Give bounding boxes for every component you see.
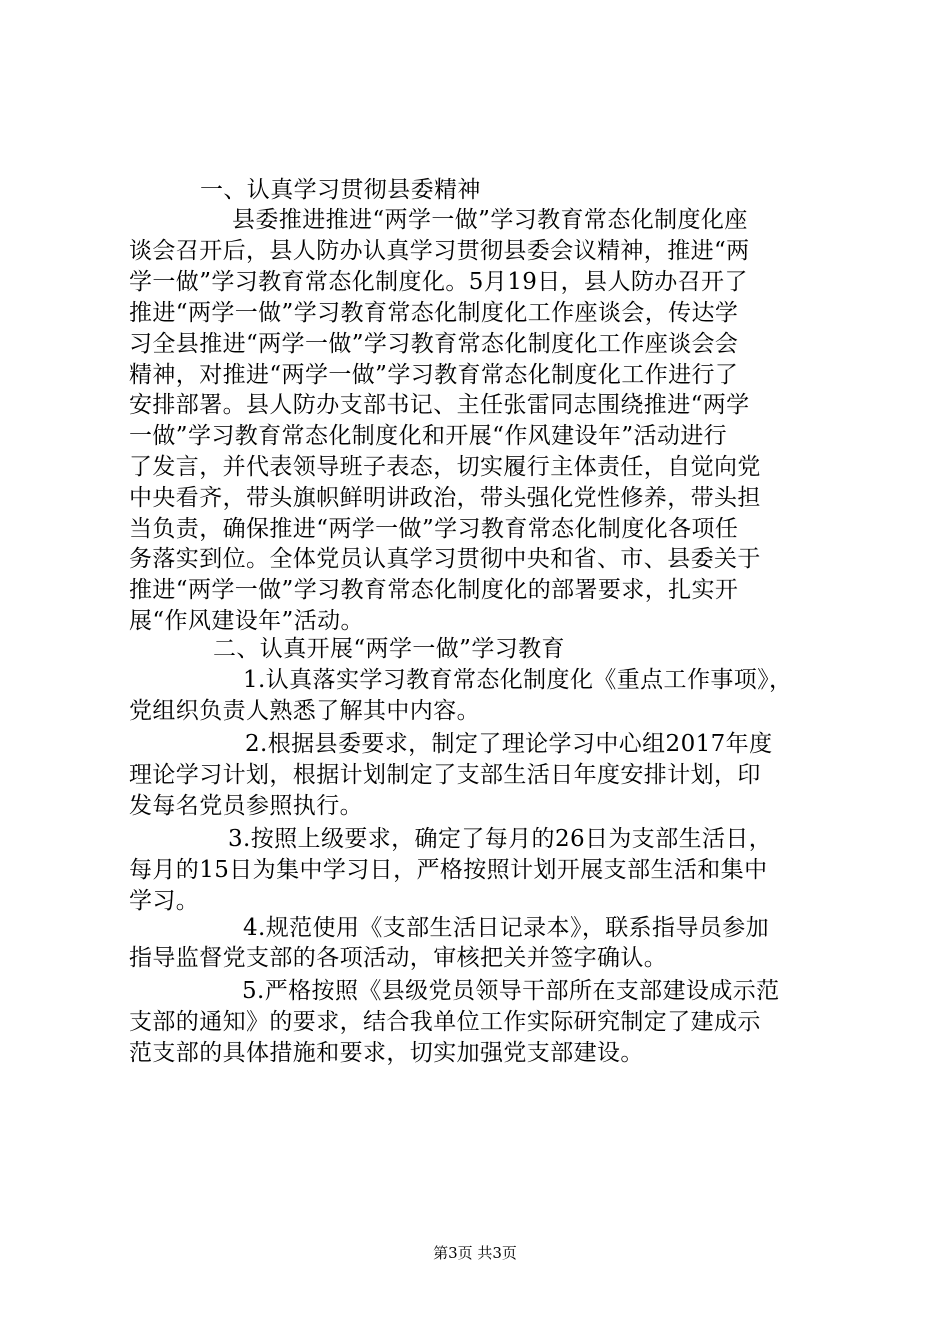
paragraph-line: 推进“两学一做”学习教育常态化制度化工作座谈会，传达学 — [129, 300, 739, 326]
paragraph-line: 学习。 — [129, 888, 200, 914]
paragraph-line: 务落实到位。全体党员认真学习贯彻中央和省、市、县委关于 — [129, 546, 761, 572]
section-heading-2: 二、认真开展“两学一做”学习教育 — [213, 636, 565, 662]
paragraph-line: 中央看齐，带头旗帜鲜明讲政治，带头强化党性修养，带头担 — [129, 485, 761, 511]
page-footer: 第3页 共3页 — [433, 1244, 517, 1262]
paragraph-line: 展“作风建设年”活动。 — [129, 608, 364, 634]
paragraph-line: 理论学习计划，根据计划制定了支部生活日年度安排计划，印 — [129, 762, 761, 788]
paragraph-line: 学一做”学习教育常态化制度化。5月19日，县人防办召开了 — [129, 269, 748, 295]
paragraph-line: 谈会召开后，县人防办认真学习贯彻县委会议精神，推进“两 — [129, 238, 750, 264]
paragraph-line: 范支部的具体措施和要求，切实加强党支部建设。 — [129, 1040, 644, 1066]
paragraph-line: 县委推进推进“两学一做”学习教育常态化制度化座 — [232, 207, 748, 233]
list-item-2: 2.根据县委要求，制定了理论学习中心组2017年度 — [245, 731, 773, 757]
section-heading-1: 一、认真学习贯彻县委精神 — [200, 177, 481, 203]
paragraph-line: 一做”学习教育常态化制度化和开展“作风建设年”活动进行 — [129, 423, 728, 449]
paragraph-line: 发每名党员参照执行。 — [129, 793, 363, 819]
paragraph-line: 当负责，确保推进“两学一做”学习教育常态化制度化各项任 — [129, 516, 739, 542]
paragraph-line: 党组织负责人熟悉了解其中内容。 — [129, 698, 480, 724]
paragraph-line: 支部的通知》的要求，结合我单位工作实际研究制定了建成示 — [129, 1009, 761, 1035]
paragraph-line: 推进“两学一做”学习教育常态化制度化的部署要求，扎实开 — [129, 577, 739, 603]
list-item-3: 3.按照上级要求，确定了每月的26日为支部生活日， — [228, 826, 773, 852]
paragraph-line: 习全县推进“两学一做”学习教育常态化制度化工作座谈会会 — [129, 331, 739, 357]
list-item-5: 5.严格按照《县级党员领导干部所在支部建设成示范 — [242, 978, 780, 1004]
paragraph-line: 了发言，并代表领导班子表态，切实履行主体责任，自觉向党 — [129, 454, 761, 480]
list-item-1: 1.认真落实学习教育常态化制度化《重点工作事项》， — [243, 667, 793, 693]
paragraph-line: 安排部署。县人防办支部书记、主任张雷同志围绕推进“两学 — [129, 392, 750, 418]
paragraph-line: 每月的15日为集中学习日，严格按照计划开展支部生活和集中 — [129, 857, 768, 883]
paragraph-line: 精神，对推进“两学一做”学习教育常态化制度化工作进行了 — [129, 362, 739, 388]
list-item-4: 4.规范使用《支部生活日记录本》，联系指导员参加 — [243, 915, 770, 941]
paragraph-line: 指导监督党支部的各项活动，审核把关并签字确认。 — [129, 945, 668, 971]
